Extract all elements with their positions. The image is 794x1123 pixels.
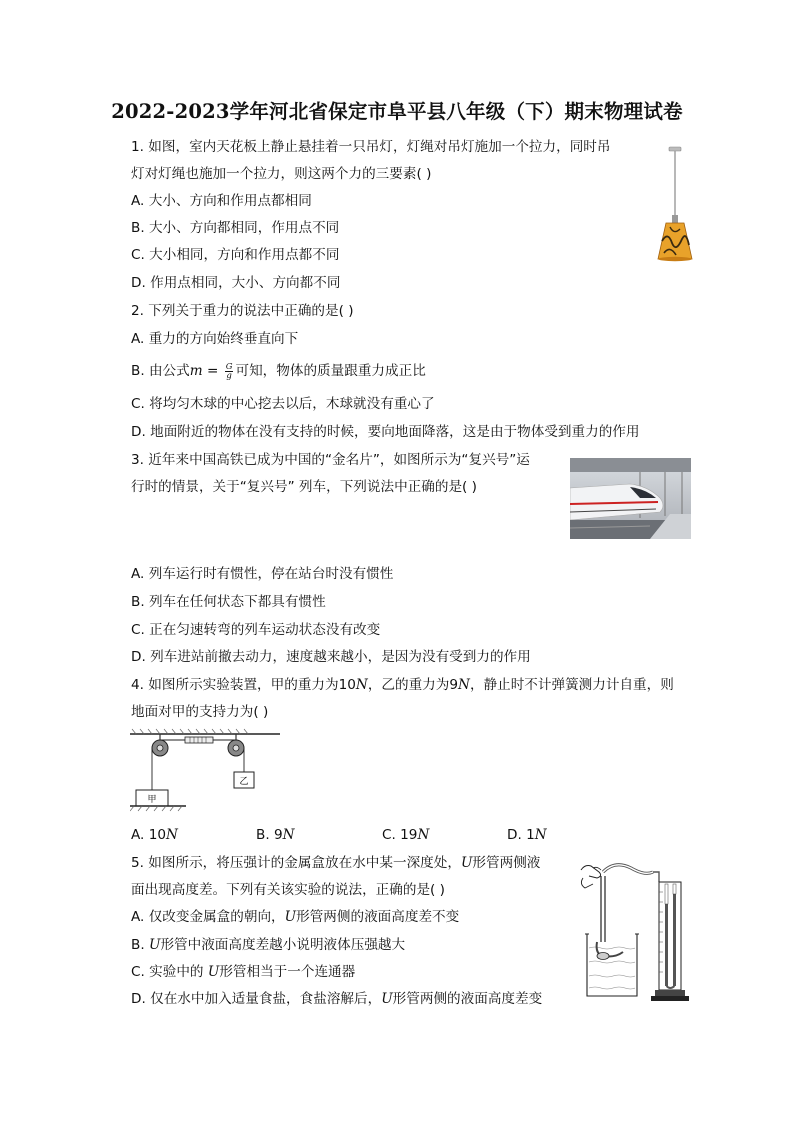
q5-option-a-var: U <box>284 909 297 925</box>
q4-stem-mid: ，乙的重力为9 <box>367 677 459 693</box>
q2-option-a: A. 重力的方向始终垂直向下 <box>131 331 299 347</box>
pressure-gauge-u-tube-figure <box>575 862 693 1004</box>
q4-stem-line-2: 地面对甲的支持力为( ) <box>131 704 269 720</box>
q3-stem-line-2: 行时的情景，关于“复兴号” 列车，下列说法中正确的是( ) <box>131 479 477 495</box>
label-yi: 乙 <box>239 777 249 787</box>
q5-stem-line-1 <box>131 854 540 872</box>
q3-option-c: C. 正在匀速转弯的列车运动状态没有改变 <box>131 622 381 638</box>
q5-option-b-pre: B. <box>131 937 149 953</box>
q3-stem-line-1: 3. 近年来中国高铁已成为中国的“金名片”，如图所示为“复兴号”运 <box>131 452 530 468</box>
formula-denominator: g <box>226 370 232 381</box>
q5-option-c-pre: C. 实验中的 <box>131 964 208 980</box>
q2-stem: 2. 下列关于重力的说法中正确的是( ) <box>131 303 354 319</box>
q5-option-c <box>131 963 355 981</box>
q2-option-b <box>131 362 426 380</box>
q1-stem-line-2: 灯对灯绳也施加一个拉力，则这两个力的三要素( ) <box>131 166 432 182</box>
q5-option-b-tail: 形管中液面高度差越小说明液体压强越大 <box>160 937 406 953</box>
q5-stem-line-2: 面出现高度差。下列有关该实验的说法，正确的是( ) <box>131 882 445 898</box>
q1-option-c: C. 大小相同，方向和作用点都不同 <box>131 247 340 263</box>
q5-option-a-tail: 形管两侧的液面高度差不变 <box>296 909 460 925</box>
q5-stem-pre: 5. 如图所示，将压强计的金属盒放在水中某一深度处， <box>131 855 461 871</box>
q1-option-a: A. 大小、方向和作用点都相同 <box>131 193 312 209</box>
formula-numerator: G <box>225 361 233 372</box>
q4-option-a-text: A. 10 <box>131 827 166 843</box>
q4-option-d <box>507 826 547 844</box>
q4-option-b-text: B. 9 <box>256 827 283 843</box>
q5-option-d-pre: D. 仅在水中加入适量食盐，食盐溶解后， <box>131 991 382 1007</box>
formula-eq: = <box>206 363 219 379</box>
q5-option-d-var: U <box>381 991 393 1007</box>
q1-stem-line-1: 1. 如图，室内天花板上静止悬挂着一只吊灯，灯绳对吊灯施加一个拉力，同时吊 <box>131 139 611 155</box>
q5-option-a-pre: A. 仅改变金属盒的朝向， <box>131 909 285 925</box>
pendant-lamp-figure <box>650 145 700 265</box>
q5-stem-var: U <box>460 855 473 871</box>
q4-option-c <box>382 826 429 844</box>
q1-option-d: D. 作用点相同，大小、方向都不同 <box>131 275 341 291</box>
pulley-spring-scale-figure <box>130 728 280 812</box>
high-speed-train-photo <box>570 458 691 539</box>
q4-option-d-unit: N <box>534 827 547 843</box>
formula-fraction <box>225 363 234 380</box>
q3-option-b: B. 列车在任何状态下都具有惯性 <box>131 594 326 610</box>
q5-stem-post: 形管两侧液 <box>472 855 541 871</box>
q4-stem-pre: 4. 如图所示实验装置，甲的重力为10 <box>131 677 356 693</box>
q4-option-c-text: C. 19 <box>382 827 418 843</box>
q1-option-b: B. 大小、方向都相同，作用点不同 <box>131 220 340 236</box>
page-title: 2022-2023学年河北省保定市阜平县八年级（下）期末物理试卷 <box>111 100 683 123</box>
q4-option-a <box>131 826 178 844</box>
q5-option-d <box>131 990 542 1008</box>
q5-option-b-var: U <box>148 937 161 953</box>
q5-option-d-tail: 形管两侧的液面高度差变 <box>392 991 543 1007</box>
q4-stem-line-1 <box>131 676 674 694</box>
label-jia: 甲 <box>147 795 157 805</box>
q4-unit-1: N <box>355 677 368 693</box>
q4-option-d-text: D. 1 <box>507 827 535 843</box>
q4-unit-2: N <box>458 677 470 693</box>
q2-option-b-suffix: 可知，物体的质量跟重力成正比 <box>235 363 426 379</box>
q4-option-b <box>256 826 295 844</box>
q3-option-a: A. 列车运行时有惯性，停在站台时没有惯性 <box>131 566 394 582</box>
q4-option-a-unit: N <box>166 827 178 843</box>
q4-option-b-unit: N <box>282 827 295 843</box>
q4-stem-post: ，静止时不计弹簧测力计自重，则 <box>469 677 674 693</box>
q5-option-a <box>131 908 459 926</box>
q5-option-b <box>131 936 405 954</box>
q3-option-d: D. 列车进站前撤去动力，速度越来越小，是因为没有受到力的作用 <box>131 649 531 665</box>
q5-option-c-var: U <box>207 964 220 980</box>
q2-option-d: D. 地面附近的物体在没有支持的时候，要向地面降落，这是由于物体受到重力的作用 <box>131 424 640 440</box>
q4-option-c-unit: N <box>417 827 430 843</box>
q5-option-c-tail: 形管相当于一个连通器 <box>219 964 356 980</box>
q2-option-c: C. 将均匀木球的中心挖去以后，木球就没有重心了 <box>131 396 435 412</box>
formula-lhs: m <box>189 363 203 379</box>
q2-option-b-prefix: B. 由公式 <box>131 363 190 379</box>
